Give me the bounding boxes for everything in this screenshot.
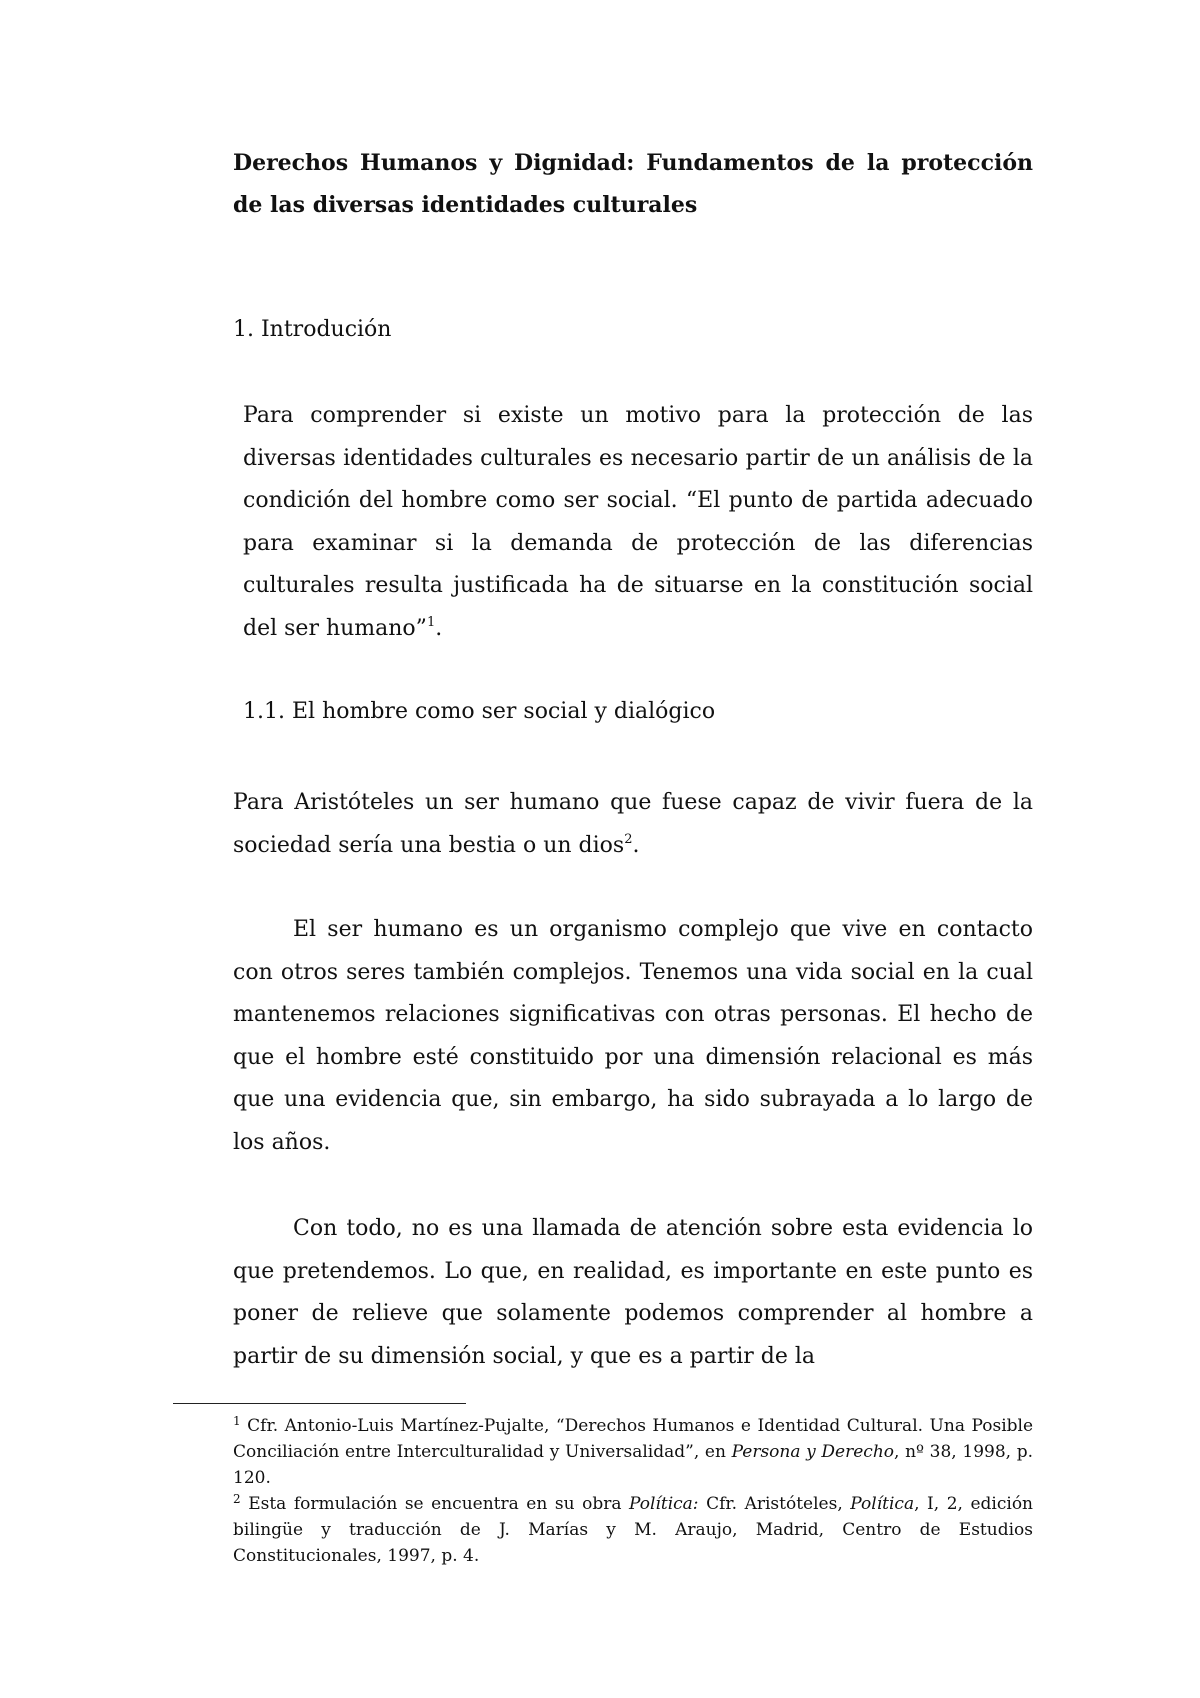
footnote-2 [233,1491,1033,1569]
aristoteles-paragraph-text: Para Aristóteles un ser humano que fuese capaz de vivir fuera de la sociedad sería una bestia o un dios [233,790,1033,858]
footnote-text: Cfr. Aristóteles, [698,1494,851,1514]
footnote-italic-title: Persona y Derecho [731,1442,894,1462]
footnote-number: 1 [233,1414,241,1428]
section-heading-social-dialogic: 1.1. El hombre como ser social y dialógico [243,699,716,724]
footnote-ref-1[interactable]: 1 [426,614,436,630]
footnote-text: Cfr. Antonio-Luis Martínez-Pujalte, “Derechos Humanos e Identidad Cultural. Una Posible Conciliación entre Interculturalidad y Universalidad”, en [233,1416,1034,1462]
footnote-text: Esta formulación se encuentra en su obra [248,1494,630,1514]
footnote-italic-title: Política: [629,1494,699,1514]
footnote-text: , nº 38, 1998, p. 120. [233,1442,1033,1488]
section-heading-introduction: 1. Introdución [233,317,392,342]
aristoteles-paragraph [233,782,1033,867]
social-organism-paragraph: El ser humano es un organismo complejo que vive en contacto con otros seres también complejos. Tenemos una vida social en la cual mantenemos relaciones significativas con otras personas. El hecho de que el hombre esté constituido por una dimensión relacional es más que una evidencia que, sin embargo, ha sido subrayada a lo largo de los años. [233,917,1033,1155]
footnote-number: 2 [233,1492,241,1506]
intro-paragraph-text: Para comprender si existe un motivo para la protección de las diversas identidades culturales es necesario partir de un análisis de la condición del hombre como ser social. “El punto de partida adecuado para examinar si la demanda de protección de las diferencias culturales resulta justificada ha de situarse en la constitución social del ser humano” [243,403,1033,641]
footnotes [233,1413,1033,1569]
document-title: Derechos Humanos y Dignidad: Fundamentos de la protección de las diversas identidades culturales [233,150,1033,218]
social-dimension-paragraph: Con todo, no es una llamada de atención sobre esta evidencia lo que pretendemos. Lo que, en realidad, es importante en este punto es poner de relieve que solamente podemos comprender al hombre a partir de su dimensión social, y que es a partir de la [233,1216,1033,1369]
footnote-italic-title: Política [850,1494,915,1514]
footnote-text: , I, 2, edición bilingüe y traducción de J. Marías y M. Araujo, Madrid, Centro de Estudios Constitucionales, 1997, p. 4. [233,1494,1034,1566]
aristoteles-paragraph-end: . [632,832,640,858]
footnote-separator [173,1403,466,1404]
intro-paragraph-end: . [435,615,443,641]
footnote-ref-2[interactable]: 2 [624,831,633,847]
footnote-1 [233,1413,1033,1491]
intro-paragraph [243,395,1033,650]
